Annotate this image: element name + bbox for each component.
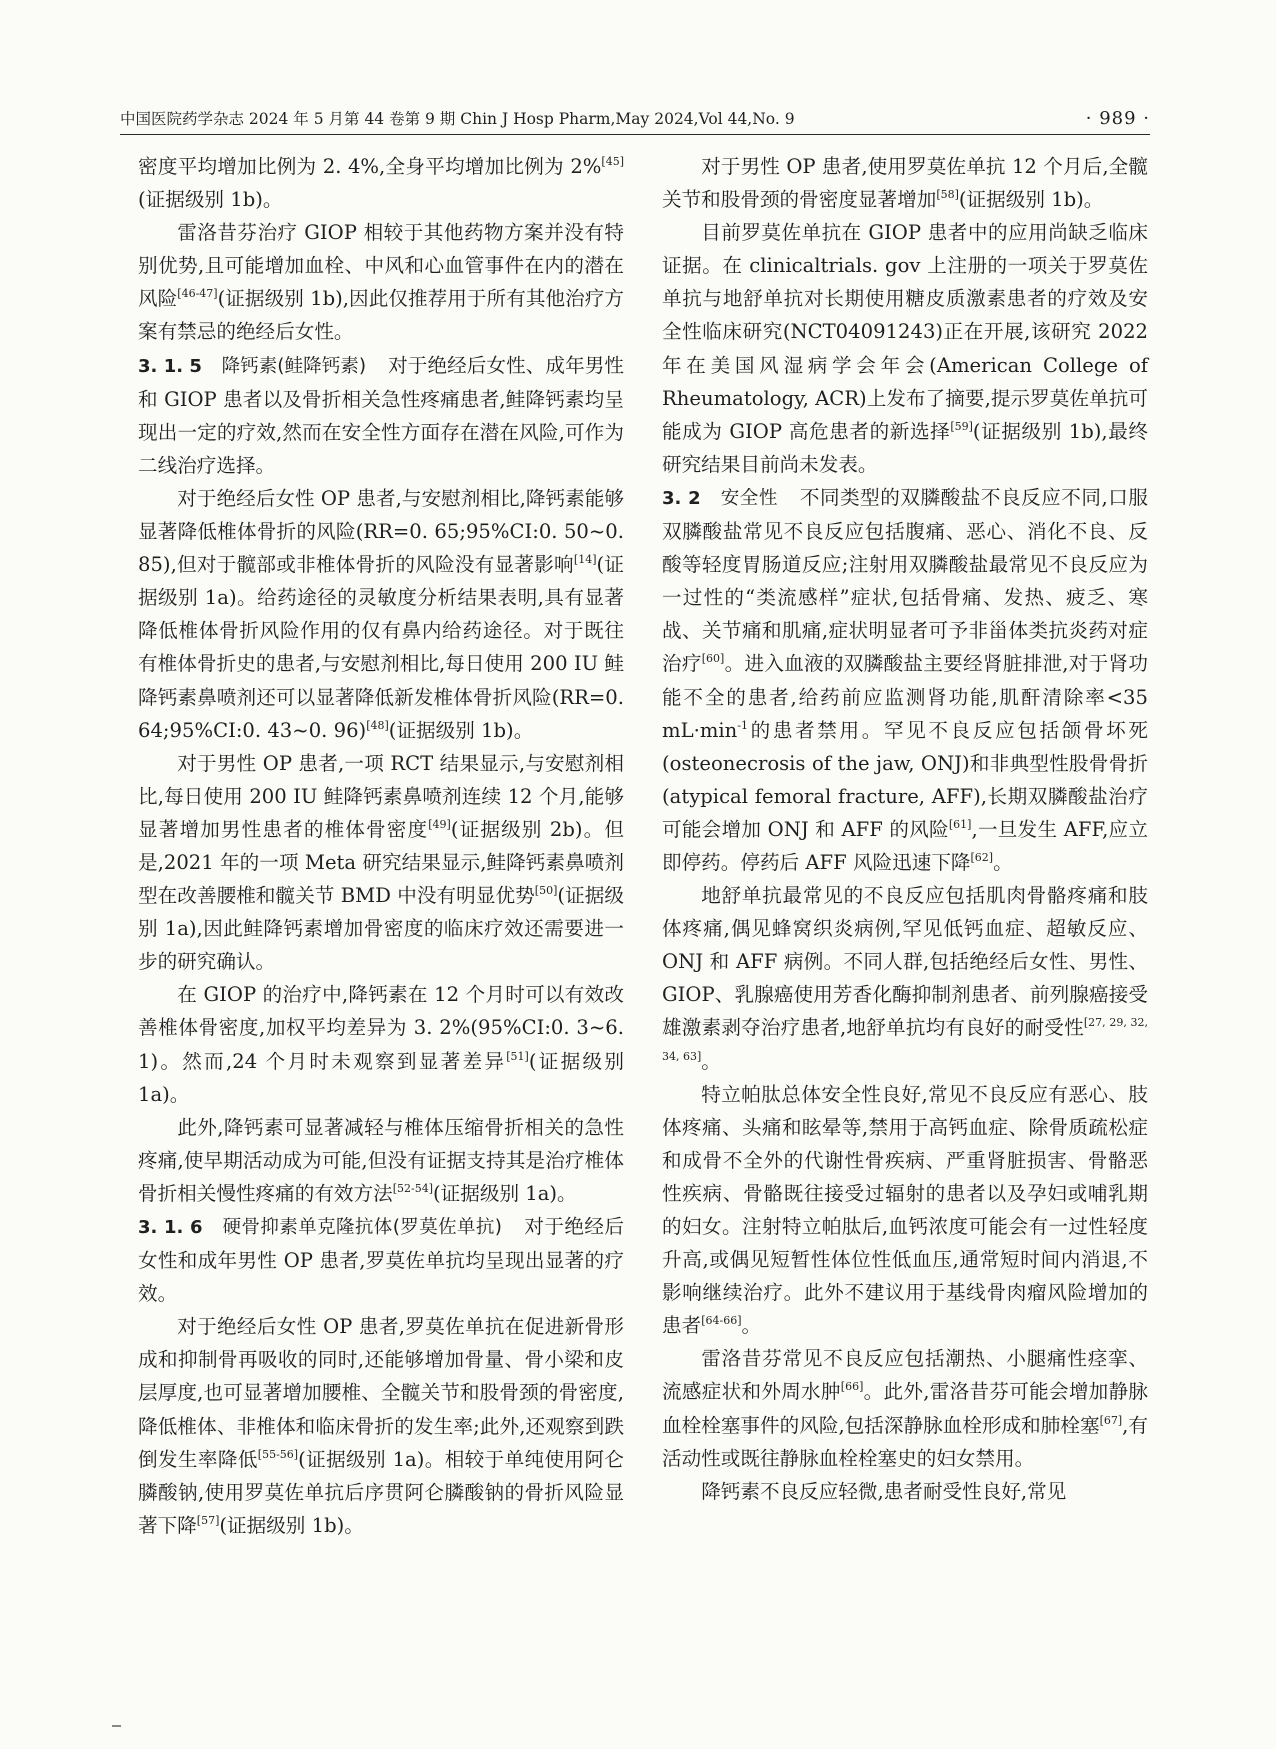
citation-ref[interactable]: [27, 29, 32, 34, 63] [662, 1016, 1149, 1063]
paragraph: 密度平均增加比例为 2. 4%,全身平均增加比例为 2%[45](证据级别 1b)。 [138, 155, 624, 212]
paragraph: 此外,降钙素可显著减轻与椎体压缩骨折相关的急性疼痛,使早期活动成为可能,但没有证据支持其是治疗椎体骨折相关慢性疼痛的有效方法[52-54](证据级别 1a)。 [138, 1115, 624, 1205]
section-3-2: 3. 2 安全性 不同类型的双膦酸盐不良反应不同,口服双膦酸盐常见不良反应包括腹痛、恶心、消化不良、反酸等轻度胃肠道反应;注射用双膦酸盐最常见不良反应为一过性的“类流感样”症状,包括骨痛、发热、疲乏、寒战、关节痛和肌痛,症状明显者可予非甾体类抗炎药对症治疗[60]。进入血液的双膦酸盐主要经肾脏排泄,对于肾功能不全的患者,给药前应监测肾功能,肌酐清除率<35 $mL\cdot\min^{-1}$的患者禁用。罕见不良反应包括颌骨坏死(osteonecrosis of the jaw, ONJ)和非典型性股骨骨折(atypical femoral fracture, AFF),长期双膦酸盐治疗可能会增加 ONJ 和 AFF 的风险[61],一旦发生 AFF,应立即停药。停药后 AFF 风险迅速下降[62]。 [662, 485, 1148, 874]
citation-ref[interactable]: [61] [948, 817, 972, 831]
paragraph: 降钙素不良反应轻微,患者耐受性良好,常见 [701, 1479, 1067, 1503]
citation-ref[interactable]: [46-47] [177, 287, 218, 301]
citation-ref[interactable]: [58] [936, 188, 959, 202]
section-3-1-6: 3. 1. 6 硬骨抑素单克隆抗体(罗莫佐单抗) 对于绝经后女性和成年男性 OP 患者,罗莫佐单抗均呈现出显著的疗效。 [138, 1215, 625, 1306]
citation-ref[interactable]: [50] [534, 884, 558, 898]
section-title: 安全性 [720, 487, 778, 509]
paragraph: 在 GIOP 的治疗中,降钙素在 12 个月时可以有效改善椎体骨密度,加权平均差异为 3. 2%(95%CI:0. 3~6. 1)。然而,24 个月时未观察到显著差异[51](证据级别 1a)。 [138, 983, 624, 1106]
citation-ref[interactable]: [57] [196, 1513, 220, 1527]
citation-ref[interactable]: [67] [1099, 1413, 1123, 1427]
left-column [138, 150, 624, 1542]
paragraph: 雷洛昔芬治疗 GIOP 相较于其他药物方案并没有特别优势,且可能增加血栓、中风和心血管事件在内的潜在风险[46-47](证据级别 1b),因此仅推荐用于所有其他治疗方案有禁忌的绝经后女性。 [138, 221, 625, 344]
citation-ref[interactable]: [45] [601, 155, 624, 168]
paragraph: 对于绝经后女性 OP 患者,罗莫佐单抗在促进新骨形成和抑制骨再吸收的同时,还能够增加骨量、骨小梁和皮层厚度,也可显著增加腰椎、全髋关节和股骨颈的骨密度,降低椎体、非椎体和临床骨折的发生率;此外,还观察到跌倒发生率降低[55-56](证据级别 1a)。相较于单纯使用阿仑膦酸钠,使用罗莫佐单抗后序贯阿仑膦酸钠的骨折风险显著下降[57](证据级别 1b)。 [138, 1315, 625, 1537]
citation-ref[interactable]: [62] [970, 850, 994, 864]
citation-ref[interactable]: [66] [840, 1380, 864, 1394]
paragraph: 雷洛昔芬常见不良反应包括潮热、小腿痛性痉挛、流感症状和外周水肿[66]。此外,雷洛昔芬可能会增加静脉血栓栓塞事件的风险,包括深静脉血栓形成和肺栓塞[67],有活动性或既往静脉血栓栓塞史的妇女禁用。 [662, 1347, 1149, 1470]
running-header [120, 104, 1150, 135]
citation-ref[interactable]: [52-54] [392, 1181, 434, 1195]
citation-ref[interactable]: [59] [950, 419, 973, 433]
section-3-1-5: 3. 1. 5 降钙素(鲑降钙素) 对于绝经后女性、成年男性和 GIOP 患者以及骨折相关急性疼痛患者,鲑降钙素均呈现出一定的疗效,然而在安全性方面存在潜在风险,可作为二线治疗选择。 [138, 353, 624, 477]
citation-ref[interactable]: [55-56] [257, 1447, 299, 1461]
citation-ref[interactable]: [64-66] [701, 1314, 742, 1328]
paragraph: 对于男性 OP 患者,一项 RCT 结果显示,与安慰剂相比,每日使用 200 IU 鲑降钙素鼻喷剂连续 12 个月,能够显著增加男性患者的椎体骨密度[49](证据级别 2b)。但是,2021 年的一项 Meta 研究结果显示,鲑降钙素鼻喷剂型在改善腰椎和髋关节 BMD 中没有明显优势[50](证据级别 1a),因此鲑降钙素增加骨密度的临床疗效还需要进一步的研究确认。 [138, 751, 625, 974]
section-number: 3. 1. 5 [138, 355, 202, 377]
right-column [662, 150, 1148, 1508]
paragraph: 目前罗莫佐单抗在 GIOP 患者中的应用尚缺乏临床证据。在 clinicaltrials. gov 上注册的一项关于罗莫佐单抗与地舒单抗对长期使用糖皮质激素患者的疗效及安全性临床研究(NCT04091243)正在开展,该研究 2022 年在美国风湿病学会年会(American College of Rheumatology, ACR)上发布了摘要,提示罗莫佐单抗可能成为 GIOP 高危患者的新选择[59](证据级别 1b),最终研究结果目前尚未发表。 [662, 221, 1148, 476]
section-number: 3. 2 [662, 487, 701, 509]
paragraph: 特立帕肽总体安全性良好,常见不良反应有恶心、肢体疼痛、头痛和眩晕等,禁用于高钙血症、除骨质疏松症和成骨不全外的代谢性骨疾病、严重肾脏损害、骨骼恶性疾病、骨骼既往接受过辐射的患者以及孕妇或哺乳期的妇女。注射特立帕肽后,血钙浓度可能会有一过性轻度升高,或偶见短暂性体位性低血压,通常短时间内消退,不影响继续治疗。此外不建议用于基线骨肉瘤风险增加的患者[64-66]。 [662, 1082, 1148, 1338]
paragraph: 对于男性 OP 患者,使用罗莫佐单抗 12 个月后,全髋关节和股骨颈的骨密度显著增加[58](证据级别 1b)。 [662, 155, 1148, 212]
citation-ref[interactable]: [60] [701, 652, 725, 666]
section-title: 降钙素(鲑降钙素) [221, 355, 367, 377]
paragraph: 地舒单抗最常见的不良反应包括肌肉骨骼疼痛和肢体疼痛,偶见蜂窝织炎病例,罕见低钙血症、超敏反应、ONJ 和 AFF 病例。不同人群,包括绝经后女性、男性、GIOP、乳腺癌使用芳香化酶抑制剂患者、前列腺癌接受雄激素剥夺治疗患者,地舒单抗均有良好的耐受性[27, 29, 32, 34, 63]。 [662, 884, 1149, 1073]
page-mark [112, 1725, 121, 1727]
citation-ref[interactable]: [51] [506, 1049, 529, 1063]
section-number: 3. 1. 6 [138, 1217, 203, 1238]
journal-citation: 中国医院药学杂志 2024 年 5 月第 44 卷第 9 期 Chin J Hosp Pharm,May 2024,Vol 44,No. 9 [120, 110, 795, 128]
citation-ref[interactable]: [49] [428, 817, 451, 831]
paragraph: 对于绝经后女性 OP 患者,与安慰剂相比,降钙素能够显著降低椎体骨折的风险(RR=0. 65;95%CI:0. 50~0. 85),但对于髋部或非椎体骨折的风险没有显著影响[14](证据级别 1a)。给药途径的灵敏度分析结果表明,具有显著降低椎体骨折风险作用的仅有鼻内给药途径。对于既往有椎体骨折史的患者,与安慰剂相比,每日使用 200 IU 鲑降钙素鼻喷剂还可以显著降低新发椎体骨折风险(RR=0. 64;95%CI:0. 43~0. 96)[48](证据级别 1b)。 [138, 486, 624, 742]
citation-ref[interactable]: [48] [366, 718, 389, 732]
unit-exponent: -1 [737, 718, 749, 732]
citation-ref[interactable]: [14] [573, 553, 597, 567]
page-number: · 989 · [1085, 108, 1150, 129]
section-title: 硬骨抑素单克隆抗体(罗莫佐单抗) [222, 1217, 503, 1238]
